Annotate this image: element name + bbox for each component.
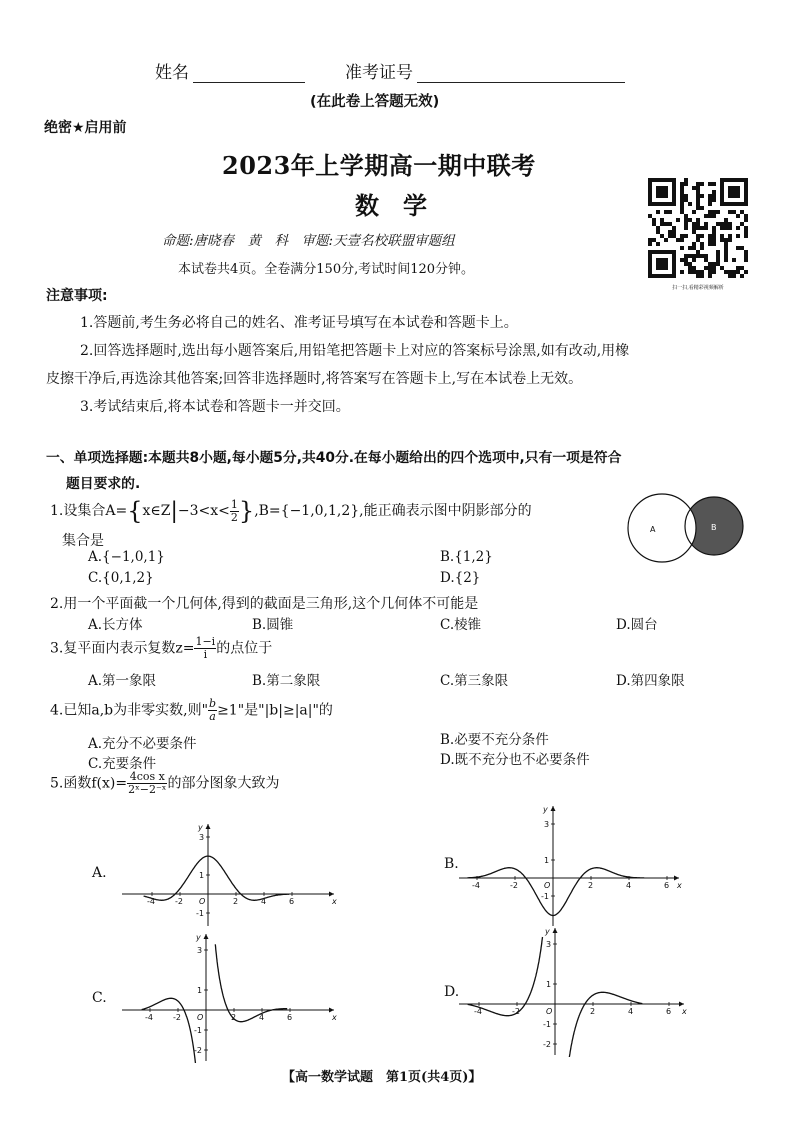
venn-diagram (620, 492, 750, 564)
q1-set-condition: −3<x< (177, 503, 230, 519)
q4-option-c[interactable]: C.充要条件 (88, 756, 157, 772)
q1-half-fraction: $\frac{1}{2}$ (230, 497, 238, 524)
notes-heading: 注意事项: (46, 288, 108, 304)
y-axis-arrow (551, 806, 556, 811)
q1-stem-c: 集合是 (62, 533, 104, 549)
y-axis-arrow (553, 928, 558, 933)
y-tick-label: 3 (544, 820, 550, 829)
q1-set-element: x∈Z (142, 503, 171, 519)
q5-graph-label-a[interactable]: A. (92, 865, 107, 881)
y-tick-label: 3 (546, 940, 552, 949)
y-tick-label: -1 (194, 1026, 202, 1035)
q5-graph-label-b[interactable]: B. (444, 856, 459, 872)
x-tick-label: 2 (231, 1013, 237, 1022)
section-heading: 一、单项选择题:本题共8小题,每小题5分,共40分.在每小题给出的四个选项中,只有一项是符合 (46, 450, 622, 466)
question-5-stem (50, 771, 279, 796)
y-axis-label: y (543, 805, 548, 814)
q1-option-a[interactable]: A.{−1,0,1} (88, 549, 165, 565)
x-axis-arrow (329, 892, 334, 897)
y-tick-label: 1 (197, 986, 203, 995)
exam-info: 本试卷共4页。全卷满分150分,考试时间120分钟。 (178, 262, 475, 277)
name-label: 姓名 (155, 63, 189, 83)
x-tick-label: 2 (590, 1007, 596, 1016)
subject-title: 数 学 (355, 191, 427, 220)
x-axis-arrow (679, 1002, 684, 1007)
q2-option-b[interactable]: B.圆锥 (252, 617, 294, 633)
y-axis-label: y (196, 933, 201, 942)
q1-option-b[interactable]: B.{1,2} (440, 549, 493, 565)
name-field (155, 58, 305, 83)
q4-option-b[interactable]: B.必要不充分条件 (440, 732, 549, 748)
q3-option-d[interactable]: D.第四象限 (616, 673, 685, 689)
origin-label: O (199, 897, 206, 906)
y-tick-label: -1 (196, 909, 204, 918)
id-field (345, 58, 625, 83)
id-blank[interactable] (417, 64, 625, 83)
page-footer: 【高一数学试题 第1页(共4页)】 (282, 1070, 482, 1085)
x-tick-label: 2 (588, 881, 594, 890)
q2-option-d[interactable]: D.圆台 (616, 617, 658, 633)
id-label: 准考证号 (345, 63, 413, 83)
y-tick-label: -2 (543, 1040, 551, 1049)
q4-fraction: $\frac{b}{a}$ (209, 697, 217, 723)
y-tick-label: 3 (199, 833, 205, 842)
section-heading-cont: 题目要求的. (66, 476, 141, 492)
x-tick-label: -2 (512, 1007, 520, 1016)
q5-graph-a[interactable] (118, 818, 340, 928)
x-axis-arrow (674, 876, 679, 881)
y-tick-label: 1 (546, 980, 552, 989)
q5-stem-a: 5.函数f(x)= (50, 775, 128, 792)
y-tick-label: 1 (544, 856, 550, 865)
y-axis-arrow (206, 824, 211, 829)
y-tick-label: 1 (199, 871, 205, 880)
x-tick-label: 4 (261, 897, 267, 906)
venn-label-a: A (650, 525, 656, 534)
q4-option-a[interactable]: A.充分不必要条件 (88, 736, 197, 752)
x-tick-label: -2 (510, 881, 518, 890)
x-axis-label: x (332, 897, 337, 906)
x-axis-arrow (329, 1008, 334, 1013)
q5-graph-label-d[interactable]: D. (444, 984, 460, 1000)
x-tick-label: 4 (626, 881, 632, 890)
x-tick-label: 6 (289, 897, 295, 906)
q3-stem-a: 3.复平面内表示复数z= (50, 640, 195, 657)
q3-fraction: $\frac{1-i}{i}$ (195, 635, 216, 661)
venn-label-b: B (711, 523, 717, 532)
invalid-note: (在此卷上答题无效) (310, 94, 440, 110)
qr-caption: 扫一扫,看精彩视频解析 (672, 285, 724, 291)
note-3: 3.考试结束后,将本试卷和答题卡一并交回。 (80, 399, 350, 415)
qr-code-image (648, 178, 748, 278)
q5-graph-c[interactable] (118, 928, 340, 1063)
note-2-cont: 皮擦干净后,再选涂其他答案;回答非选择题时,将答案写在答题卡上,写在本试卷上无效。 (46, 371, 583, 387)
q5-fraction: $\frac{\text{4cos x}}{\text{2ˣ−2⁻ˣ}}$ (128, 770, 167, 796)
name-blank[interactable] (193, 64, 305, 83)
x-tick-label: 6 (287, 1013, 293, 1022)
q4-stem-a: 4.已知a,b为非零实数,则" (50, 702, 209, 719)
question-1-stem: 1.设集合A={x∈Z|−3<x< $\frac{1}{2}$ },B={−1,0,1,2},能正确表示图中阴影部分的 (50, 497, 532, 525)
q5-graph-b[interactable] (455, 800, 685, 928)
question-2-stem: 2.用一个平面截一个几何体,得到的截面是三角形,这个几何体不可能是 (50, 596, 479, 612)
q3-option-a[interactable]: A.第一象限 (88, 673, 157, 689)
origin-label: O (197, 1013, 204, 1022)
x-axis-label: x (682, 1007, 687, 1016)
qr-code[interactable] (648, 178, 748, 291)
note-2: 2.回答选择题时,选出每小题答案后,用铅笔把答题卡上对应的答案标号涂黑,如有改动,用橡 (80, 343, 630, 359)
q4-option-d[interactable]: D.既不充分也不必要条件 (440, 752, 590, 768)
q1-option-d[interactable]: D.{2} (440, 570, 481, 586)
q3-stem-b: 的点位于 (216, 640, 273, 657)
y-tick-label: -1 (543, 1020, 551, 1029)
exam-title: 2023年上学期高一期中联考 (222, 151, 536, 180)
question-4-stem (50, 698, 333, 723)
origin-label: O (544, 881, 551, 890)
x-tick-label: 4 (259, 1013, 265, 1022)
x-tick-label: 6 (666, 1007, 672, 1016)
graph-b-curve (468, 868, 645, 916)
y-tick-label: 3 (197, 946, 203, 955)
q2-option-c[interactable]: C.棱锥 (440, 617, 482, 633)
q3-option-c[interactable]: C.第三象限 (440, 673, 509, 689)
x-tick-label: -4 (472, 881, 480, 890)
x-tick-label: -2 (175, 897, 183, 906)
origin-label: O (546, 1007, 553, 1016)
q1-stem-a: 1.设集合A= (50, 503, 128, 519)
y-tick-label: -1 (541, 892, 549, 901)
y-axis-arrow (204, 934, 209, 939)
x-tick-label: -4 (145, 1013, 153, 1022)
authors-line: 命题:唐晓春 黄 科 审题:天壹名校联盟审题组 (162, 233, 455, 249)
x-axis-label: x (332, 1013, 337, 1022)
x-axis-label: x (677, 881, 682, 890)
q1-option-c[interactable]: C.{0,1,2} (88, 570, 154, 586)
q5-stem-b: 的部分图象大致为 (167, 775, 280, 792)
q1-stem-b: ,B={−1,0,1,2},能正确表示图中阴影部分的 (254, 503, 532, 519)
x-tick-label: 2 (233, 897, 239, 906)
x-tick-label: 4 (628, 1007, 634, 1016)
x-tick-label: -4 (474, 1007, 482, 1016)
q3-option-b[interactable]: B.第二象限 (252, 673, 321, 689)
question-3-stem (50, 636, 272, 661)
q5-graph-d[interactable] (455, 922, 690, 1057)
secret-label: 绝密★启用前 (44, 120, 127, 136)
q4-stem-b: ≥1"是"|b|≥|a|"的 (217, 702, 333, 719)
y-axis-label: y (545, 927, 550, 936)
y-tick-label: -2 (194, 1046, 202, 1055)
y-axis-label: y (198, 823, 203, 832)
x-tick-label: 6 (664, 881, 670, 890)
q2-option-a[interactable]: A.长方体 (88, 617, 143, 633)
x-tick-label: -4 (147, 897, 155, 906)
x-tick-label: -2 (173, 1013, 181, 1022)
q5-graph-label-c[interactable]: C. (92, 990, 107, 1006)
note-1: 1.答题前,考生务必将自己的姓名、准考证号填写在本试卷和答题卡上。 (80, 315, 518, 331)
